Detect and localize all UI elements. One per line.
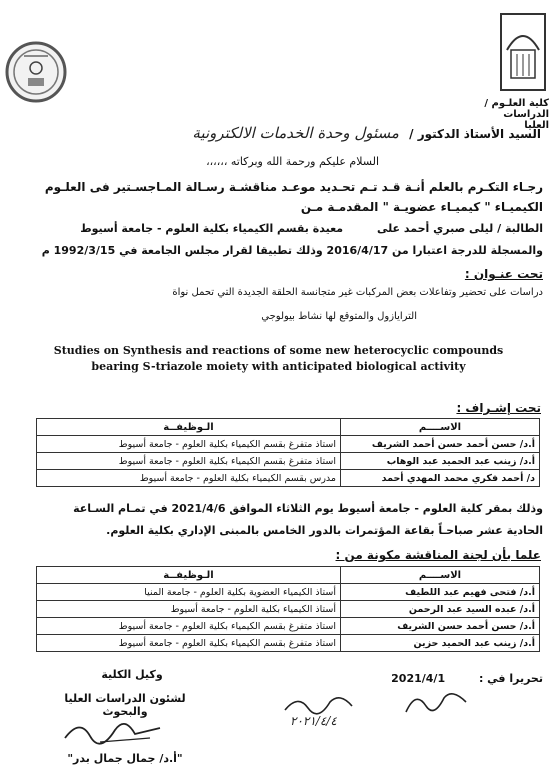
body-line4: والمسجلة للدرجة اعتبارا من 2016/4/17 وذلك تطبيقا لقرار مجلس الجامعة في 1992/3/15 م — [41, 244, 543, 257]
member-position: استاذ متفرغ بقسم الكيمياء بكلية العلوم - جامعة أسيوط — [37, 618, 341, 635]
table-row — [37, 601, 540, 618]
student-position: معيدة بقسم الكيمياء بكلية العلوم - جامعة أسيوط — [80, 222, 344, 235]
table-header-row — [37, 419, 540, 436]
addressee-prefix: السيد الأستاذ الدكتور / — [409, 127, 541, 141]
supervision-table — [36, 418, 540, 487]
vice-dean-subtitle: لشئون الدراسات العليا والبحوث — [64, 692, 186, 718]
table-row — [37, 618, 540, 635]
date-label: تحريرا في : — [478, 672, 543, 685]
university-logo — [497, 10, 549, 94]
supervisor-name: أ.د/ زينب عبد الحميد عبد الوهاب — [341, 453, 540, 470]
body-line1: رجـاء التكـرم بالعلم أنـة قـد تـم تحـديد موعـد مناقشـة رسـالة المـاجسـتير فى العلـوم — [44, 180, 543, 194]
body-line2: الكيميـاء " كيميـاء عضويـة " المقدمـة مـن — [300, 200, 543, 214]
arabic-title-line1: دراسات على تحضير وتفاعلات بعض المركبات غير متجانسة الحلقة الجديدة التي تحمل نواة — [172, 287, 543, 298]
table-row — [37, 436, 540, 453]
committee-heading: علما بأن لجنة المناقشة مكونة من : — [335, 548, 541, 562]
addressee-line — [1, 124, 541, 142]
supervisor-position: استاذ متفرغ بقسم الكيمياء بكلية العلوم - جامعة أسيوط — [37, 436, 341, 453]
english-title-line2: bearing S-triazole moiety with anticipated biological activity — [91, 360, 466, 373]
member-name: أ.د/ فتحى فهيم عبد اللطيف — [341, 584, 540, 601]
committee-table — [36, 566, 540, 652]
table-row — [37, 635, 540, 652]
col-name-header: الاســــم — [341, 567, 540, 584]
supervision-heading: تحت إشـراف : — [456, 401, 541, 415]
supervisor-position: مدرس بقسم الكيمياء بكلية العلوم - جامعة أسيوط — [37, 470, 341, 487]
date-value: 2021/4/1 — [391, 672, 446, 685]
table-row — [37, 584, 540, 601]
schedule-line1: وذلك بمقر كلية العلوم - جامعة أسيوط يوم الثلاثاء الموافق 2021/4/6 في تمـام السـاعة — [73, 502, 543, 515]
col-position-header: الـوظيفــة — [37, 567, 341, 584]
supervisor-name: د/ أحمد فكري محمد المهدي أحمد — [341, 470, 540, 487]
table-row — [37, 470, 540, 487]
vice-dean-name: "أ.د/ جمال جمال بدر" — [67, 752, 183, 765]
member-name: أ.د/ حسن أحمد حسن الشريف — [341, 618, 540, 635]
vice-dean-title: وكيل الكلية — [101, 668, 163, 681]
col-name-header: الاســــم — [341, 419, 540, 436]
member-name: أ.د/ عبده السيد عبد الرحمن — [341, 601, 540, 618]
member-position: استاذ متفرغ بقسم الكيمياء بكلية العلوم - جامعة أسيوط — [37, 635, 341, 652]
member-position: أستاذ الكيمياء بكلية العلوم - جامعة أسيوط — [37, 601, 341, 618]
col-position-header: الـوظيفــة — [37, 419, 341, 436]
greeting: السلام عليكم ورحمة الله وبركاته ،،،،،، — [206, 155, 379, 168]
student-name: الطالبة / ليلى صبري أحمد على — [376, 222, 543, 235]
supervisor-position: استاذ متفرغ بقسم الكيمياء بكلية العلوم - جامعة أسيوط — [37, 453, 341, 470]
faculty-line2: العليا — [524, 120, 549, 131]
title-heading: تحت عنـوان : — [464, 267, 543, 281]
member-name: أ.د/ زينب عبد الحميد حزين — [341, 635, 540, 652]
schedule-line2: الحادية عشر صباحـاً بقاعة المؤتمرات بالدور الخامس بالمبنى الإداري بكلية العلوم. — [106, 524, 543, 537]
faculty-seal — [4, 36, 68, 108]
date-signature — [402, 684, 472, 720]
handwritten-note: ٢٠٢١/٤/٤ — [290, 714, 337, 728]
member-position: أستاذ الكيمياء العضوية بكلية العلوم - جامعة المنيا — [37, 584, 341, 601]
supervisor-name: أ.د/ حسن أحمد حسن أحمد الشريف — [341, 436, 540, 453]
faculty-line1: كلية العلـوم / الدراسات — [484, 98, 549, 120]
vice-dean-signature — [60, 708, 170, 748]
body-line3 — [3, 222, 543, 235]
addressee-handwritten: مسئول وحدة الخدمات الالكترونية — [192, 124, 399, 142]
table-header-row — [37, 567, 540, 584]
table-row — [37, 453, 540, 470]
arabic-title-line2: الترايازول والمتوقع لها نشاط بيولوجي — [261, 311, 417, 322]
english-title-line1: Studies on Synthesis and reactions of some new heterocyclic compounds — [53, 344, 504, 357]
